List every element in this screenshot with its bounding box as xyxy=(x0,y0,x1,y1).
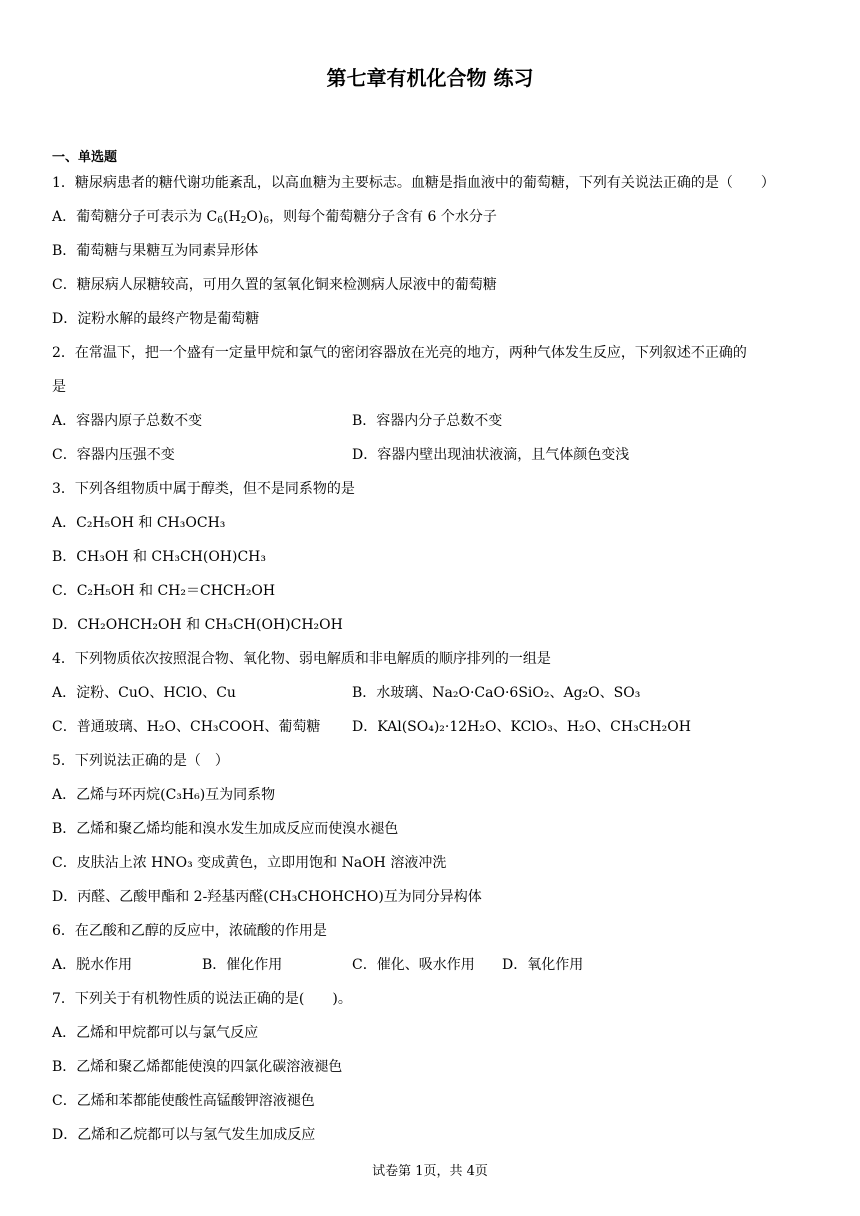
question-1-option-b: B．葡萄糖与果糖互为同素异形体 xyxy=(52,243,259,259)
question-4-option-a: A．淀粉、CuO、HClO、Cu xyxy=(52,685,236,701)
question-5-stem: 5．下列说法正确的是（ ） xyxy=(52,753,229,769)
question-6-stem: 6．在乙酸和乙醇的反应中，浓硫酸的作用是 xyxy=(52,923,327,939)
question-4-option-c: C．普通玻璃、H₂O、CH₃COOH、葡萄糖 xyxy=(52,719,321,735)
question-7-option-d: D．乙烯和乙烷都可以与氢气发生加成反应 xyxy=(52,1127,316,1143)
question-6-option-a: A．脱水作用 xyxy=(52,957,133,973)
question-3-option-d: D．CH₂OHCH₂OH 和 CH₃CH(OH)CH₂OH xyxy=(52,617,343,633)
question-4-stem: 4．下列物质依次按照混合物、氧化物、弱电解质和非电解质的顺序排列的一组是 xyxy=(52,651,551,667)
question-3-option-a: A．C₂H₅OH 和 CH₃OCH₃ xyxy=(52,515,226,531)
question-1-stem: 1．糖尿病患者的糖代谢功能紊乱，以高血糖为主要标志。血糖是指血液中的葡萄糖，下列有关说法正确的是（ ） xyxy=(52,175,775,191)
question-4-option-d: D．KAl(SO₄)₂·12H₂O、KClO₃、H₂O、CH₃CH₂OH xyxy=(352,719,691,735)
question-7-option-c: C．乙烯和苯都能使酸性高锰酸钾溶液褪色 xyxy=(52,1093,315,1109)
question-7-stem: 7．下列关于有机物性质的说法正确的是( )。 xyxy=(52,991,352,1007)
question-1-option-c: C．糖尿病人尿糖较高，可用久置的氢氧化铜来检测病人尿液中的葡萄糖 xyxy=(52,277,497,293)
page-title: 第七章有机化合物 练习 xyxy=(326,66,534,90)
section-heading: 一、单选题 xyxy=(52,150,118,165)
question-6-option-c: C．催化、吸水作用 xyxy=(352,957,475,973)
question-2-option-a: A．容器内原子总数不变 xyxy=(52,413,203,429)
question-5-option-a: A．乙烯与环丙烷(C₃H₆)互为同系物 xyxy=(52,787,276,803)
question-2-option-c: C．容器内压强不变 xyxy=(52,447,175,463)
page-footer: 试卷第 1页，共 4页 xyxy=(372,1164,488,1179)
question-2-option-b: B．容器内分子总数不变 xyxy=(352,413,503,429)
question-3-option-c: C．C₂H₅OH 和 CH₂＝CHCH₂OH xyxy=(52,583,276,599)
question-5-option-b: B．乙烯和聚乙烯均能和溴水发生加成反应而使溴水褪色 xyxy=(52,821,399,837)
question-6-option-d: D．氧化作用 xyxy=(502,957,584,973)
question-7-option-a: A．乙烯和甲烷都可以与氯气反应 xyxy=(52,1025,259,1041)
question-2-option-d: D．容器内壁出现油状液滴，且气体颜色变浅 xyxy=(352,447,630,463)
question-5-option-c: C．皮肤沾上浓 HNO₃ 变成黄色，立即用饱和 NaOH 溶液冲洗 xyxy=(52,855,447,871)
question-5-option-d: D．丙醛、乙酸甲酯和 2-羟基丙醛(CH₃CHOHCHO)互为同分异构体 xyxy=(52,889,482,905)
question-3-option-b: B．CH₃OH 和 CH₃CH(OH)CH₃ xyxy=(52,549,267,565)
question-6-option-b: B．催化作用 xyxy=(202,957,283,973)
question-2-stem-cont: 是 xyxy=(52,379,66,395)
question-7-option-b: B．乙烯和聚乙烯都能使溴的四氯化碳溶液褪色 xyxy=(52,1059,343,1075)
question-4-option-b: B．水玻璃、Na₂O·CaO·6SiO₂、Ag₂O、SO₃ xyxy=(352,685,641,701)
question-2-stem: 2．在常温下，把一个盛有一定量甲烷和氯气的密闭容器放在光亮的地方，两种气体发生反应，下列叙述不正确的 xyxy=(52,345,747,361)
question-3-stem: 3．下列各组物质中属于醇类，但不是同系物的是 xyxy=(52,481,355,497)
question-1-option-d: D．淀粉水解的最终产物是葡萄糖 xyxy=(52,311,260,327)
question-6-options xyxy=(52,954,812,974)
question-1-option-a: A．葡萄糖分子可表示为 $C_6(H_2O)_6$，则每个葡萄糖分子含有 6 个水分子 xyxy=(52,209,497,226)
